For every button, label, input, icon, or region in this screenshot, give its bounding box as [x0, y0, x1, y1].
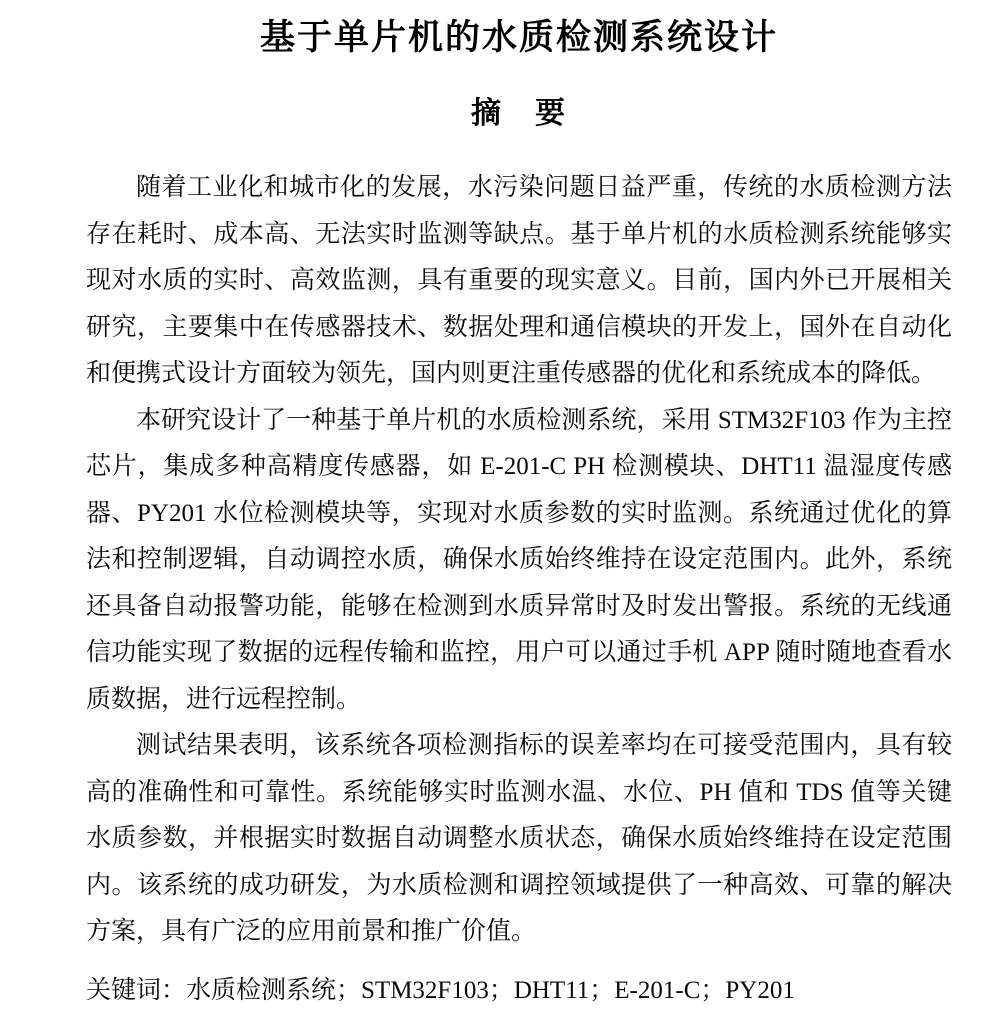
keywords-label: 关键词：	[86, 976, 187, 1004]
keywords-line	[86, 973, 952, 1009]
abstract-paragraph-3: 测试结果表明，该系统各项检测指标的误差率均在可接受范围内，具有较高的准确性和可靠性。系统能够实时监测水温、水位、PH 值和 TDS 值等关键水质参数，并根据实时数据自动调整水质状态，确保水质始终维持在设定范围内。该系统的成功研发，为水质检测和调控领域提供了一种高效、可靠的解决方案，具有广泛的应用前景和推广价值。	[86, 732, 952, 945]
document-title: 基于单片机的水质检测系统设计	[259, 18, 778, 57]
abstract-body	[86, 165, 952, 956]
abstract-paragraph-1: 随着工业化和城市化的发展，水污染问题日益严重，传统的水质检测方法存在耗时、成本高、无法实时监测等缺点。基于单片机的水质检测系统能够实现对水质的实时、高效监测，具有重要的现实意义。目前，国内外已开展相关研究，主要集中在传感器技术、数据处理和通信模块的开发上，国外在自动化和便携式设计方面较为领先，国内则更注重传感器的优化和系统成本的降低。	[86, 174, 952, 387]
abstract-paragraph-2: 本研究设计了一种基于单片机的水质检测系统，采用 STM32F103 作为主控芯片，集成多种高精度传感器，如 E-201-C PH 检测模块、DHT11 温湿度传感器、PY201 水位检测模块等，实现对水质参数的实时监测。系统通过优化的算法和控制逻辑，自动调控水质，确保水质始终维持在设定范围内。此外，系统还具备自动报警功能，能够在检测到水质异常时及时发出警报。系统的无线通信功能实现了数据的远程传输和监控，用户可以通过手机 APP 随时随地查看水质数据，进行远程控制。	[86, 406, 952, 713]
abstract-heading: 摘 要	[471, 97, 567, 130]
keywords-value: 水质检测系统；STM32F103；DHT11；E-201-C；PY201	[186, 976, 795, 1004]
